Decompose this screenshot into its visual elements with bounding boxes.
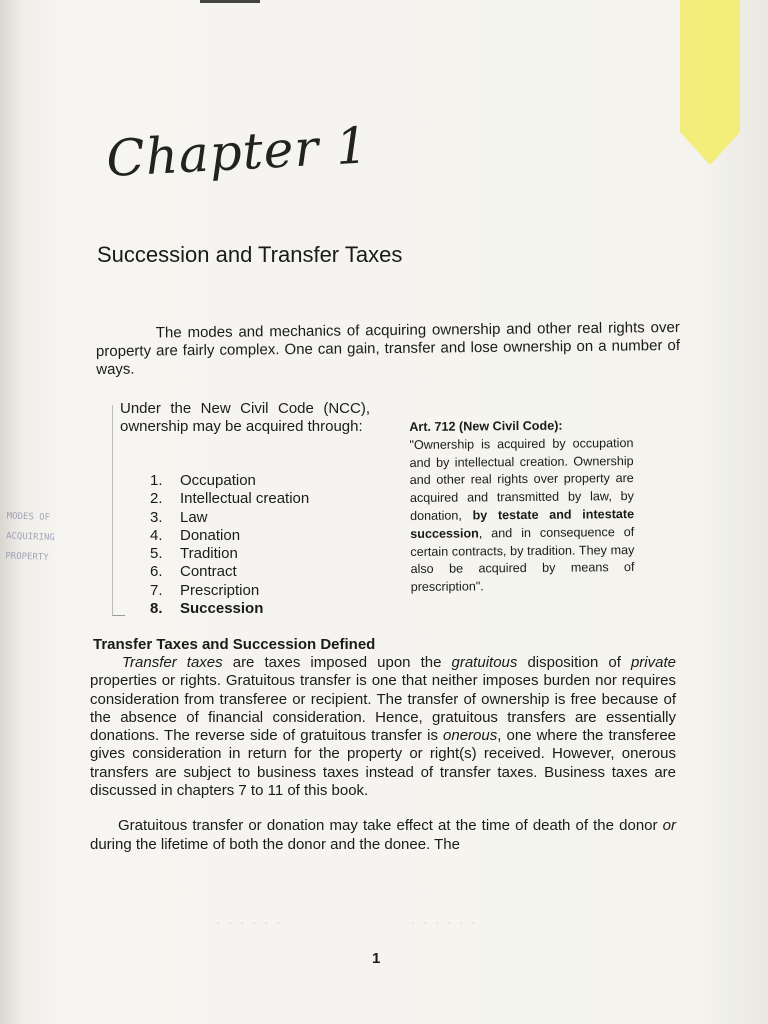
intro-paragraph (96, 319, 681, 379)
list-item: 8. Succession (150, 600, 264, 618)
paragraph-transfer-taxes: Transfer taxes are taxes imposed upon the gratuitous disposition of private properties or rights. Gratuitous transfer is one that neither imposes burden nor requires consideration from transferee or recipient. The transfer of ownership is free because of the absence of financial consideration. Hence, gratuitous transfers are essentially donations. The reverse side of gratuitous transfer is onerous, one where the transferee gives consideration in return for the property or right(s) received. However, onerous transfers are subject to business taxes instead of transfer taxes. Business taxes are discussed in chapters 7 to 11 of this book. (90, 654, 676, 800)
intro-text: The modes and mechanics of acquiring ownership and other real rights over property are fairly complex. One can gain, transfer and lose ownership on a number of ways. (95, 318, 681, 379)
handwritten-margin-note: MODES OF ACQUIRING PROPERTY (5, 511, 55, 563)
list-item: 1. Occupation (150, 472, 256, 489)
list-item: 3. Law (150, 508, 208, 526)
article-title: Art. 712 (New Civil Code): (409, 418, 563, 434)
sticky-tab (680, 0, 740, 165)
list-item: 5. Tradition (150, 545, 238, 563)
paragraph-gratuitous-transfer: Gratuitous transfer or donation may take effect at the time of death of the donor or during the lifetime of both the donor and the donee. The (90, 817, 676, 853)
list-item: 7. Prescription (150, 581, 260, 599)
page-number: 1 (372, 950, 381, 967)
scan-artifact (200, 0, 260, 3)
list-item: 2. Intellectual creation (150, 490, 310, 508)
list-item: 4. Donation (150, 526, 241, 544)
bleed-through-text: · · · · · · (410, 918, 477, 929)
body-text (90, 654, 676, 854)
chapter-title: Succession and Transfer Taxes (97, 242, 403, 267)
section-heading: Transfer Taxes and Succession Defined (93, 636, 376, 653)
bleed-through-text: · · · · · · (215, 918, 282, 929)
chapter-heading: Chapter 1 (104, 116, 371, 188)
modes-list (150, 472, 309, 618)
margin-bracket (112, 405, 125, 616)
modes-lead: Under the New Civil Code (NCC), ownership may be acquired through: (120, 400, 370, 435)
list-item: 6. Contract (150, 563, 237, 581)
article-712-box: Art. 712 (New Civil Code): "Ownership is acquired by occupation and by intellectual creation. Ownership and other real rights over property are acquired and transmitted by law, by donation, by testate and intestate succession, and in consequence of certain contracts, by tradition. They may also be acquired by means of prescription". (409, 418, 635, 595)
